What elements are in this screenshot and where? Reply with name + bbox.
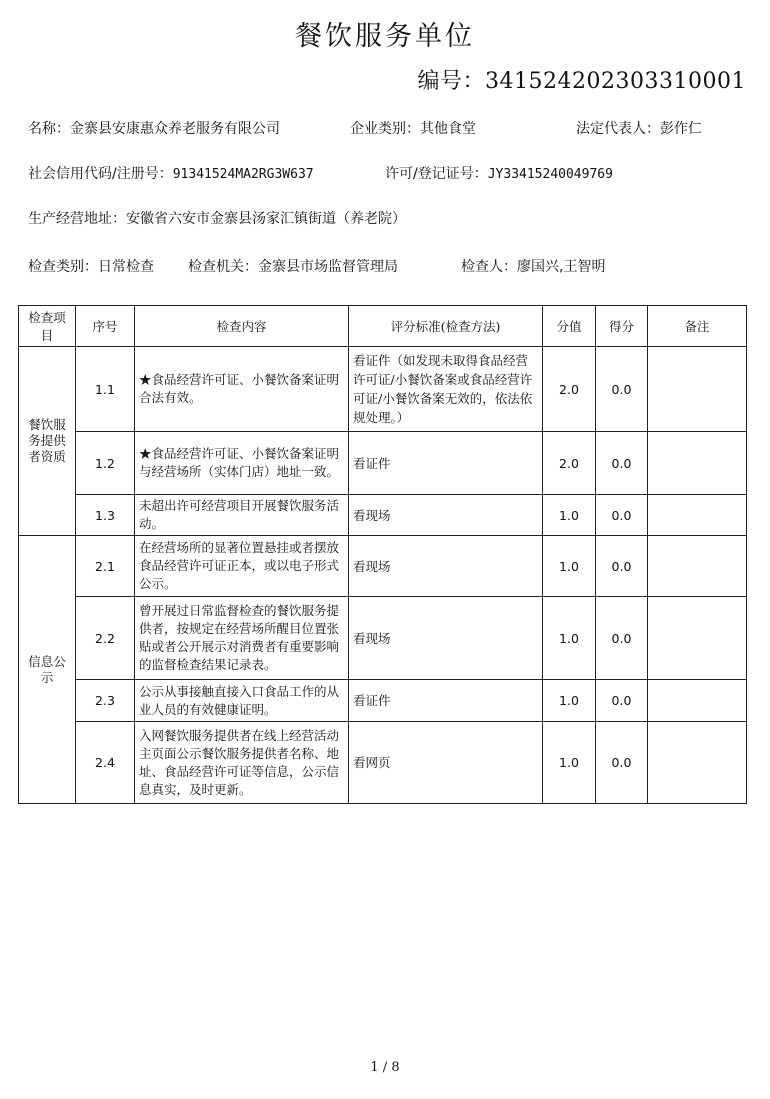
legal-rep-value: 彭作仁	[660, 121, 702, 137]
inspector-label: 检查人：	[461, 259, 517, 275]
authority-value: 金寨县市场监督管理局	[258, 259, 398, 275]
table-row	[19, 597, 747, 680]
row-method: 看证件	[349, 680, 543, 722]
header-no: 序号	[76, 306, 135, 347]
row-no: 1.2	[76, 432, 135, 495]
row-note	[648, 536, 747, 597]
header-note: 备注	[648, 306, 747, 347]
row-method: 看网页	[349, 722, 543, 804]
row-got: 0.0	[596, 495, 648, 536]
table-header-row	[19, 306, 747, 347]
category-label: 企业类别：	[350, 121, 420, 137]
row-content: 公示从事接触直接入口食品工作的从业人员的有效健康证明。	[135, 680, 349, 722]
table-row	[19, 432, 747, 495]
row-note	[648, 680, 747, 722]
inspector-value: 廖国兴,王智明	[517, 259, 606, 275]
row-got: 0.0	[596, 536, 648, 597]
row-content: ★食品经营许可证、小餐饮备案证明合法有效。	[135, 347, 349, 432]
row-note	[648, 432, 747, 495]
credit-label: 社会信用代码/注册号：	[28, 166, 173, 182]
row-no: 1.3	[76, 495, 135, 536]
header-score: 分值	[543, 306, 596, 347]
row-no: 2.1	[76, 536, 135, 597]
row-note	[648, 347, 747, 432]
row-got: 0.0	[596, 597, 648, 680]
row-method: 看现场	[349, 597, 543, 680]
row-score: 1.0	[543, 495, 596, 536]
page-title: 餐饮服务单位	[295, 21, 475, 52]
row-method: 看证件（如发现未取得食品经营许可证/小餐饮备案或食品经营许可证/小餐饮备案无效的，依法依规处理。）	[349, 347, 543, 432]
table-row	[19, 347, 747, 432]
header-content: 检查内容	[135, 306, 349, 347]
info-row-address	[28, 208, 406, 228]
table-row	[19, 536, 747, 597]
row-no: 1.1	[76, 347, 135, 432]
table-row	[19, 680, 747, 722]
row-content: 曾开展过日常监督检查的餐饮服务提供者，按规定在经营场所醒目位置张贴或者公开展示对消费者有重要影响的监督检查结果记录表。	[135, 597, 349, 680]
address-value: 安徽省六安市金寨县汤家汇镇街道（养老院）	[126, 211, 406, 227]
row-method: 看现场	[349, 495, 543, 536]
row-note	[648, 495, 747, 536]
row-score: 2.0	[543, 432, 596, 495]
address-label: 生产经营地址：	[28, 211, 126, 227]
name-value: 金寨县安康惠众养老服务有限公司	[70, 121, 280, 137]
category-cell: 餐饮服务提供者资质	[19, 347, 76, 536]
row-note	[648, 597, 747, 680]
header-got: 得分	[596, 306, 648, 347]
row-note	[648, 722, 747, 804]
row-score: 1.0	[543, 680, 596, 722]
row-got: 0.0	[596, 432, 648, 495]
header-item: 检查项目	[19, 306, 76, 347]
category-cell: 信息公示	[19, 536, 76, 804]
credit-value: 91341524MA2RG3W637	[172, 167, 314, 182]
category-value: 其他食堂	[420, 121, 476, 137]
row-content: 未超出许可经营项目开展餐饮服务活动。	[135, 495, 349, 536]
authority-label: 检查机关：	[188, 259, 258, 275]
inspection-table	[18, 305, 747, 804]
row-no: 2.2	[76, 597, 135, 680]
license-label: 许可/登记证号：	[385, 166, 488, 182]
row-score: 1.0	[543, 597, 596, 680]
inspect-type-value: 日常检查	[98, 259, 154, 275]
row-method: 看证件	[349, 432, 543, 495]
inspect-type-label: 检查类别：	[28, 259, 98, 275]
row-content: 入网餐饮服务提供者在线上经营活动主页面公示餐饮服务提供者名称、地址、食品经营许可证等信息，公示信息真实，及时更新。	[135, 722, 349, 804]
row-score: 2.0	[543, 347, 596, 432]
header-method: 评分标准(检查方法)	[349, 306, 543, 347]
row-got: 0.0	[596, 722, 648, 804]
document-number: 编号：341524202303310001	[417, 69, 746, 94]
legal-rep-label: 法定代表人：	[576, 121, 660, 137]
row-content: 在经营场所的显著位置悬挂或者摆放食品经营许可证正本，或以电子形式公示。	[135, 536, 349, 597]
row-method: 看现场	[349, 536, 543, 597]
row-got: 0.0	[596, 347, 648, 432]
row-score: 1.0	[543, 536, 596, 597]
table-row	[19, 495, 747, 536]
row-no: 2.3	[76, 680, 135, 722]
row-score: 1.0	[543, 722, 596, 804]
name-label: 名称：	[28, 121, 70, 137]
row-got: 0.0	[596, 680, 648, 722]
table-row	[19, 722, 747, 804]
license-value: JY33415240049769	[487, 167, 613, 182]
row-content: ★食品经营许可证、小餐饮备案证明与经营场所（实体门店）地址一致。	[135, 432, 349, 495]
page-number: 1 / 8	[370, 1060, 400, 1075]
row-no: 2.4	[76, 722, 135, 804]
